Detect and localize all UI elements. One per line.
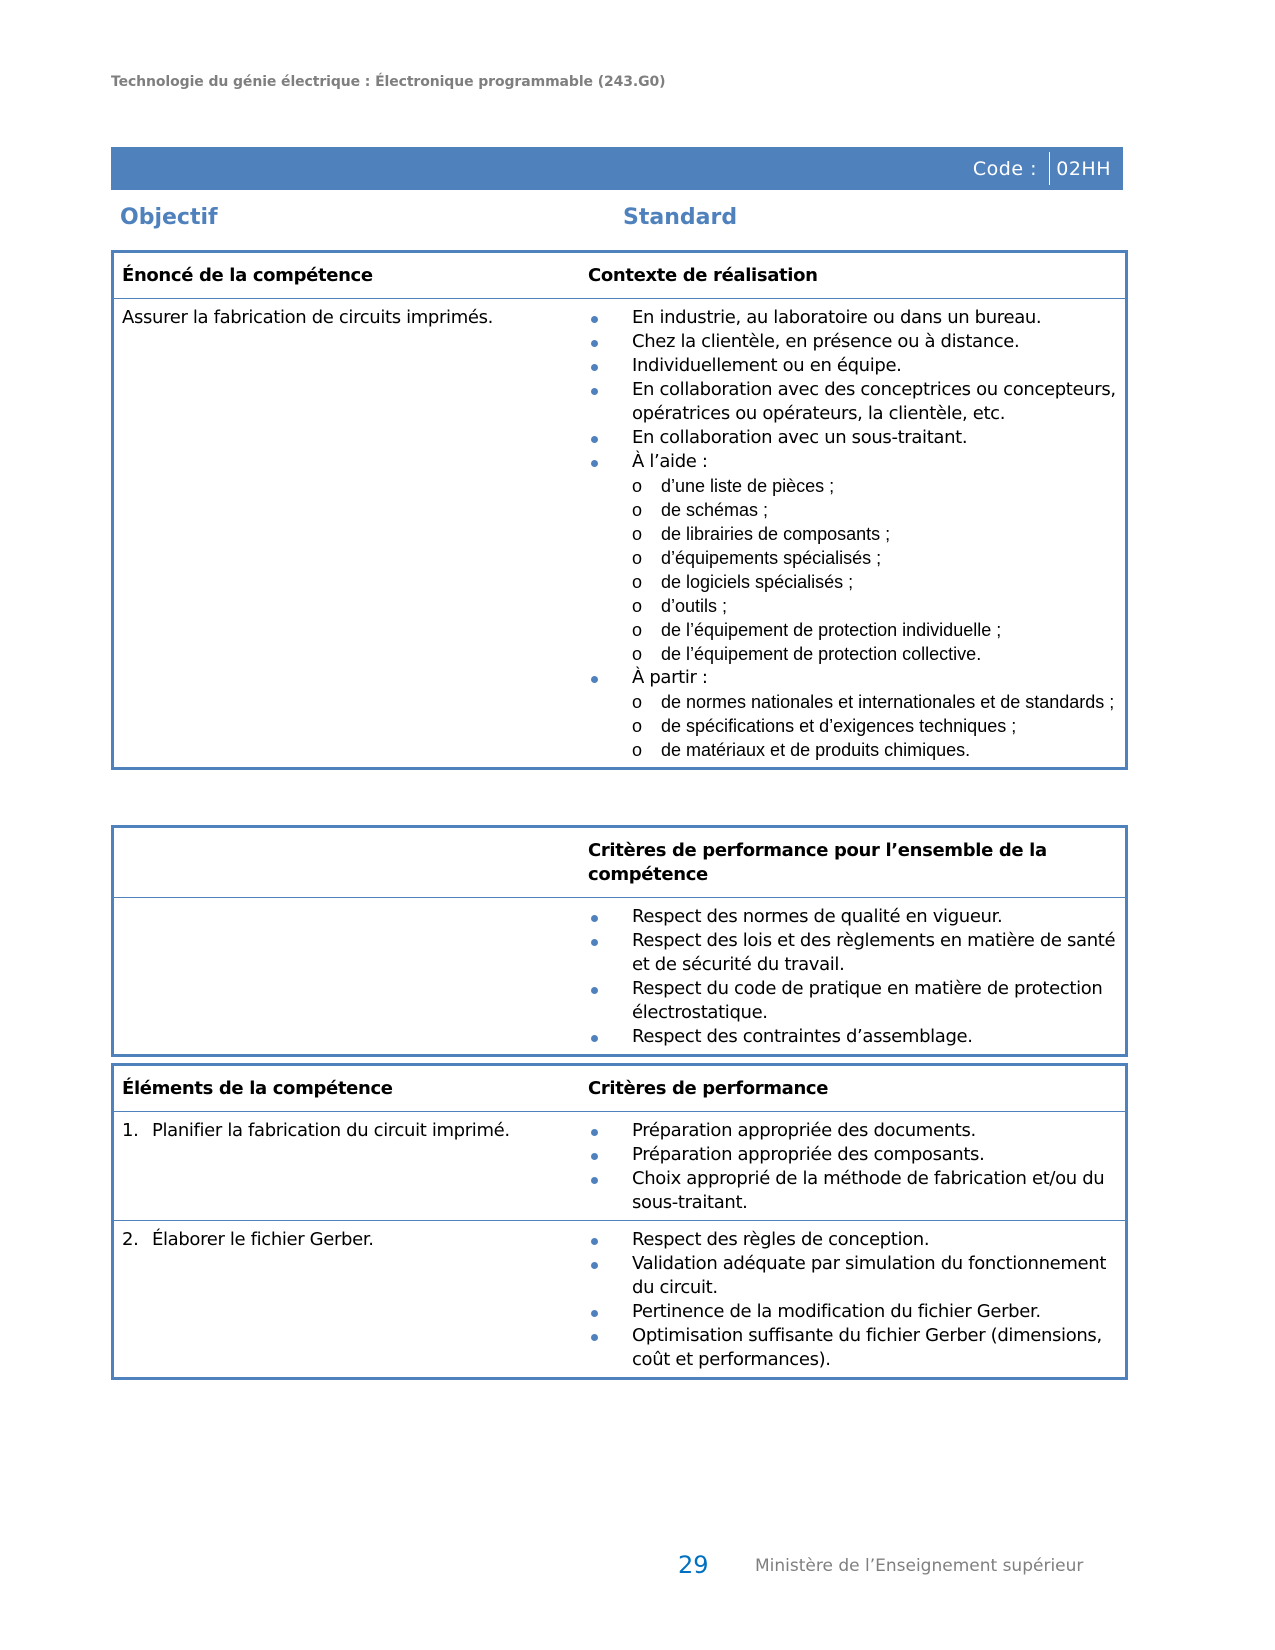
- criteres-header: Critères de performance: [588, 1078, 829, 1099]
- circle-bullet-icon: o: [632, 524, 643, 544]
- circle-bullet-icon: o: [632, 500, 643, 520]
- table-header-row: [114, 253, 1125, 299]
- list-item: Choix approprié de la méthode de fabrication et/ou du sous-traitant.: [588, 1167, 1119, 1215]
- code-bar: [111, 147, 1123, 190]
- standard-title: Standard: [623, 205, 738, 230]
- sub-list-item: o de l’équipement de protection collective.: [632, 644, 982, 664]
- table-header-row: [114, 1066, 1125, 1112]
- footer-ministry: Ministère de l’Enseignement supérieur: [755, 1556, 1084, 1576]
- enonce-text: Assurer la fabrication de circuits imprimés.: [122, 307, 494, 328]
- elements-header: Éléments de la compétence: [122, 1078, 393, 1099]
- element-cell: [114, 1221, 577, 1377]
- list-item: À l’aide : o d’une liste de pièces ; o de schémas ; o de librairies de composants ; o d’équipements spécialisés ; o de logiciels spécialisés ; o d’outils ; o de l’équipement de protection individuelle ; o de l’équipement de protection collective.: [588, 450, 1119, 666]
- list-item: Respect des normes de qualité en vigueur.: [588, 905, 1119, 929]
- empty-header-cell: [114, 828, 577, 897]
- list-item: Respect des règles de conception.: [588, 1228, 1119, 1252]
- table-enonce-contexte: [111, 250, 1128, 770]
- circle-bullet-icon: o: [632, 692, 643, 712]
- criteres-list: [588, 1228, 1119, 1372]
- table-row: [114, 898, 1125, 1054]
- sub-list-item: o de matériaux et de produits chimiques.: [632, 740, 971, 760]
- table-criteres-ensemble: [111, 825, 1128, 1057]
- list-item: Respect des contraintes d’assemblage.: [588, 1025, 1119, 1049]
- list-item: En collaboration avec un sous-traitant.: [588, 426, 1119, 450]
- list-item: Respect du code de pratique en matière de protection électrostatique.: [588, 977, 1119, 1025]
- enonce-header: Énoncé de la compétence: [122, 265, 373, 286]
- circle-bullet-icon: o: [632, 596, 643, 616]
- circle-bullet-icon: o: [632, 740, 643, 760]
- sub-list-item: o de spécifications et d’exigences techniques ;: [632, 716, 1017, 736]
- page-number: 29: [678, 1551, 709, 1579]
- contexte-header: Contexte de réalisation: [588, 265, 818, 286]
- circle-bullet-icon: o: [632, 620, 643, 640]
- circle-bullet-icon: o: [632, 572, 643, 592]
- list-item: À partir : o de normes nationales et internationales et de standards ; o de spécifications et d’exigences techniques ; o de matériaux et de produits chimiques.: [588, 666, 1119, 762]
- sub-list-item: o d’équipements spécialisés ;: [632, 548, 882, 568]
- list-item: Respect des lois et des règlements en matière de santé et de sécurité du travail.: [588, 929, 1119, 977]
- sub-list-item: o de librairies de composants ;: [632, 524, 891, 544]
- criteres-cell: [577, 1112, 1125, 1220]
- code-separator: [1049, 152, 1050, 185]
- criteres-cell: [577, 1221, 1125, 1377]
- list-item: Chez la clientèle, en présence ou à distance.: [588, 330, 1119, 354]
- sub-list-item: o de l’équipement de protection individuelle ;: [632, 620, 1002, 640]
- list-item: Pertinence de la modification du fichier Gerber.: [588, 1300, 1119, 1324]
- table-row: [114, 1221, 1125, 1377]
- objectif-title: Objectif: [120, 205, 218, 230]
- sub-list-item: o de normes nationales et internationales et de standards ;: [632, 692, 1115, 712]
- criteres-list: [588, 1119, 1119, 1215]
- sub-list: [632, 474, 1119, 666]
- criteres-ensemble-list: [588, 905, 1119, 1049]
- list-item: Validation adéquate par simulation du fonctionnement du circuit.: [588, 1252, 1119, 1300]
- contexte-list-cell: [577, 299, 1125, 767]
- element-number: 1.: [122, 1120, 139, 1141]
- element-item: [122, 1119, 569, 1143]
- element-label: Élaborer le fichier Gerber.: [152, 1229, 374, 1250]
- element-number: 2.: [122, 1229, 139, 1250]
- table-row: [114, 1112, 1125, 1221]
- list-item: Individuellement ou en équipe.: [588, 354, 1119, 378]
- element-item: [122, 1228, 569, 1252]
- running-header: Technologie du génie électrique : Électronique programmable (243.G0): [111, 74, 666, 90]
- table-header-row: [114, 828, 1125, 898]
- code-label: Code :: [972, 158, 1037, 180]
- sub-list-item: o d’une liste de pièces ;: [632, 476, 835, 496]
- criteres-ensemble-cell: [577, 898, 1125, 1054]
- element-cell: [114, 1112, 577, 1220]
- list-item: Préparation appropriée des composants.: [588, 1143, 1119, 1167]
- criteres-ensemble-header: Critères de performance pour l’ensemble de la compétence: [588, 840, 1047, 885]
- list-item: Préparation appropriée des documents.: [588, 1119, 1119, 1143]
- circle-bullet-icon: o: [632, 548, 643, 568]
- circle-bullet-icon: o: [632, 644, 643, 664]
- code-value: 02HH: [1056, 158, 1111, 180]
- table-elements-criteres: [111, 1063, 1128, 1380]
- empty-cell: [114, 898, 577, 1054]
- sub-list: [632, 690, 1119, 762]
- element-label: Planifier la fabrication du circuit imprimé.: [152, 1120, 510, 1141]
- sub-list-item: o de schémas ;: [632, 500, 769, 520]
- contexte-list: [588, 306, 1119, 762]
- sub-list-item: o d’outils ;: [632, 596, 728, 616]
- table-row: [114, 299, 1125, 767]
- circle-bullet-icon: o: [632, 476, 643, 496]
- sub-list-item: o de logiciels spécialisés ;: [632, 572, 854, 592]
- list-item: En industrie, au laboratoire ou dans un bureau.: [588, 306, 1119, 330]
- list-item: Optimisation suffisante du fichier Gerber (dimensions, coût et performances).: [588, 1324, 1119, 1372]
- circle-bullet-icon: o: [632, 716, 643, 736]
- list-item: En collaboration avec des conceptrices ou concepteurs, opératrices ou opérateurs, la clientèle, etc.: [588, 378, 1119, 426]
